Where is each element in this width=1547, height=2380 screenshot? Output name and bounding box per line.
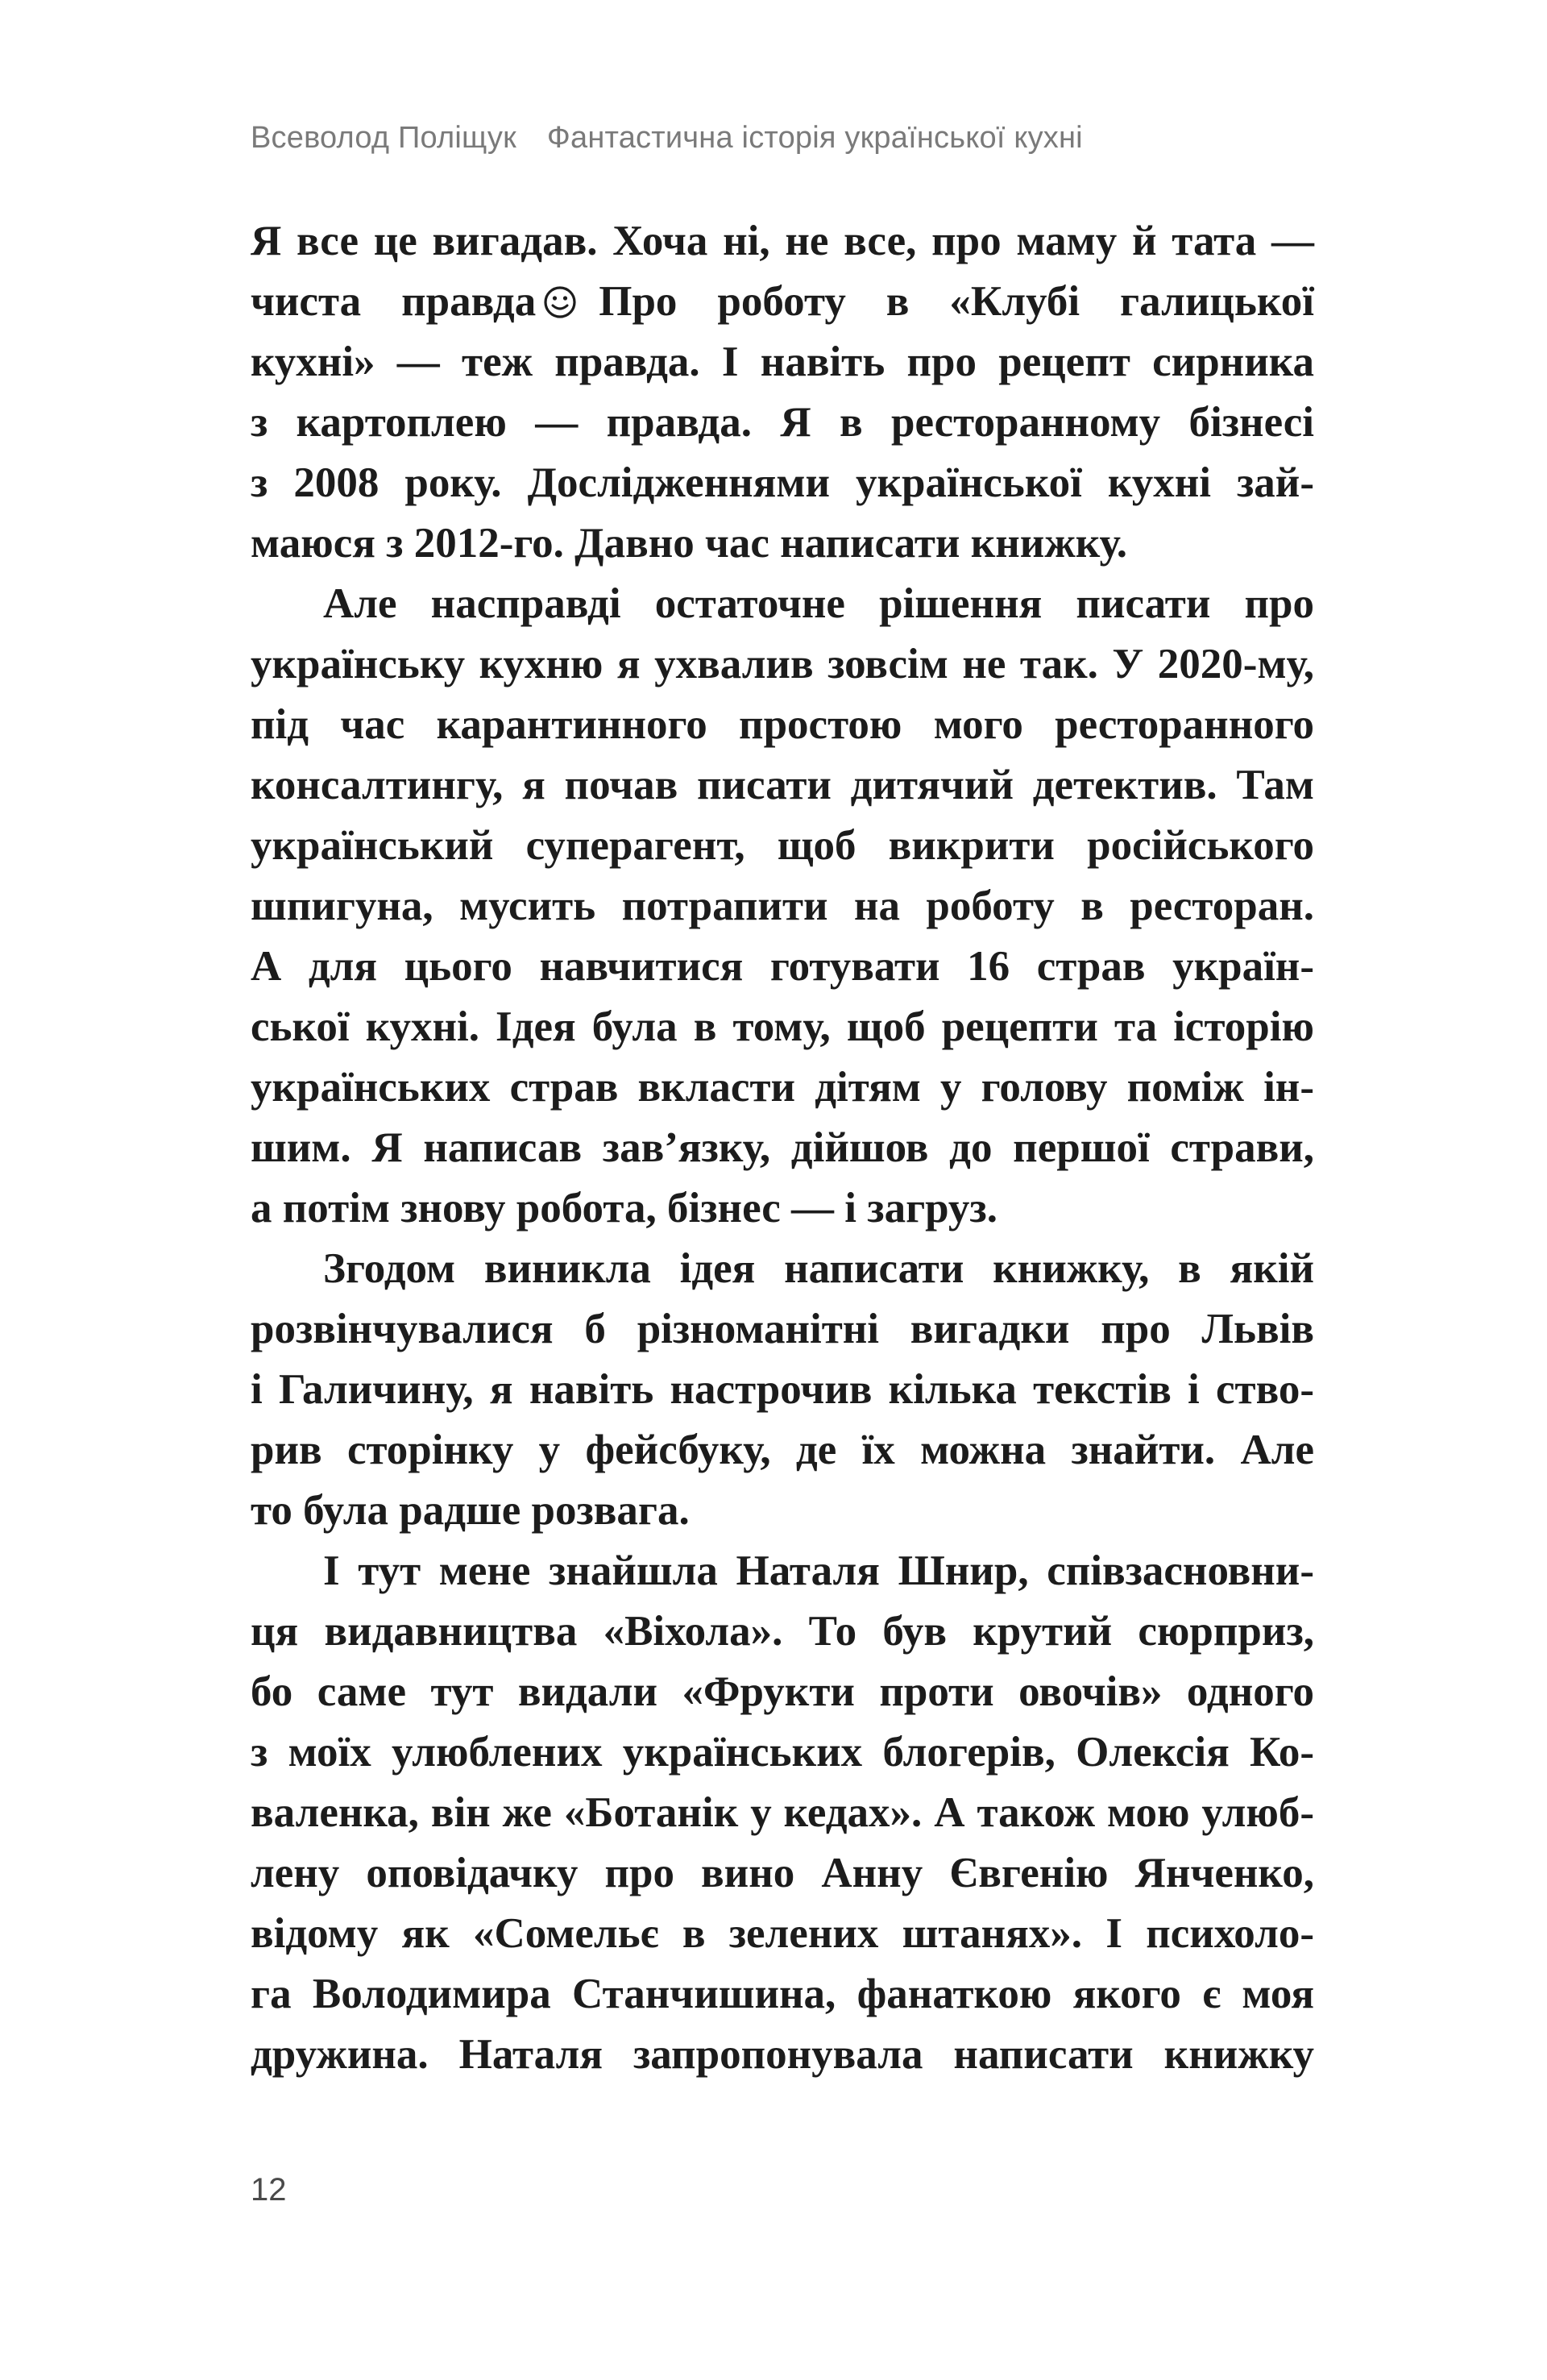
text-line: з картоплею — правда. Я в ресторанному бізнесі bbox=[251, 399, 1314, 446]
paragraph-3 bbox=[251, 1239, 1314, 1541]
text-line: А для цього навчитися готувати 16 страв україн- bbox=[251, 943, 1314, 990]
text-line: Згодом виникла ідея написати книжку, в якій bbox=[323, 1245, 1314, 1292]
text-line: ця видавництва «Віхола». То був крутий сюрприз, bbox=[251, 1608, 1314, 1655]
text-line: відому як «Сомельє в зелених штанях». І психоло- bbox=[251, 1910, 1314, 1957]
text-line: і Галичину, я навіть настрочив кілька текстів і ство- bbox=[251, 1366, 1314, 1413]
page-number: 12 bbox=[251, 2172, 287, 2208]
text-line: Але насправді остаточне рішення писати про bbox=[323, 580, 1314, 627]
text-line: маюся з 2012-го. Давно час написати книжку. bbox=[251, 520, 1127, 567]
text-fragment: чиста правда bbox=[251, 278, 537, 325]
text-line: І тут мене знайшла Наталя Шнир, співзасновни- bbox=[323, 1547, 1314, 1594]
page-body bbox=[251, 211, 1314, 2085]
text-line: український суперагент, щоб викрити російського bbox=[251, 822, 1314, 869]
text-line: розвінчувалися б різноманітні вигадки про Львів bbox=[251, 1306, 1314, 1352]
text-line: шим. Я написав зав’язку, дійшов до першої страви, bbox=[251, 1124, 1314, 1171]
text-line: шпигуна, мусить потрапити на роботу в ресторан. bbox=[251, 883, 1314, 929]
paragraph-4 bbox=[251, 1541, 1314, 2085]
text-line: українську кухню я ухвалив зовсім не так. У 2020-му, bbox=[251, 641, 1314, 687]
running-head bbox=[251, 121, 1083, 156]
text-line: лену оповідачку про вино Анну Євгенію Янченко, bbox=[251, 1850, 1314, 1896]
paragraph-2 bbox=[251, 574, 1314, 1239]
text-line: га Володимира Станчишина, фанаткою якого є моя bbox=[251, 1971, 1314, 2017]
text-line: під час карантинного простою мого ресторанного bbox=[251, 701, 1314, 748]
text-line: то була радше розвага. bbox=[251, 1487, 690, 1534]
text-line: з моїх улюблених українських блогерів, Олексія Ко- bbox=[251, 1729, 1314, 1776]
running-head-author: Всеволод Поліщук bbox=[251, 121, 516, 155]
text-line: дружина. Наталя запропонувала написати книжку bbox=[251, 2031, 1314, 2078]
text-line-with-smiley bbox=[251, 272, 1314, 332]
text-line: українських страв вкласти дітям у голову поміж ін- bbox=[251, 1064, 1314, 1111]
text-line: консалтингу, я почав писати дитячий детектив. Там bbox=[251, 762, 1314, 808]
text-line: ської кухні. Ідея була в тому, щоб рецепти та історію bbox=[251, 1003, 1314, 1050]
smiley-face-icon bbox=[542, 285, 578, 320]
text-line: рив сторінку у фейсбуку, де їх можна знайти. Але bbox=[251, 1427, 1314, 1473]
text-line: з 2008 року. Дослідженнями української кухні зай- bbox=[251, 459, 1314, 506]
text-line: кухні» — теж правда. І навіть про рецепт сирника bbox=[251, 339, 1314, 385]
text-line: валенка, він же «Ботанік у кедах». А також мою улюб- bbox=[251, 1789, 1314, 1836]
running-head-book-title: Фантастична історія української кухні bbox=[546, 121, 1083, 155]
text-fragment: Про роботу в «Клубі галицької bbox=[599, 278, 1314, 325]
text-line: а потім знову робота, бізнес — і загруз. bbox=[251, 1185, 997, 1232]
text-line: бо саме тут видали «Фрукти проти овочів» одного bbox=[251, 1668, 1314, 1715]
paragraph-1 bbox=[251, 211, 1314, 574]
text-line: Я все це вигадав. Хоча ні, не все, про маму й тата — bbox=[251, 218, 1314, 264]
